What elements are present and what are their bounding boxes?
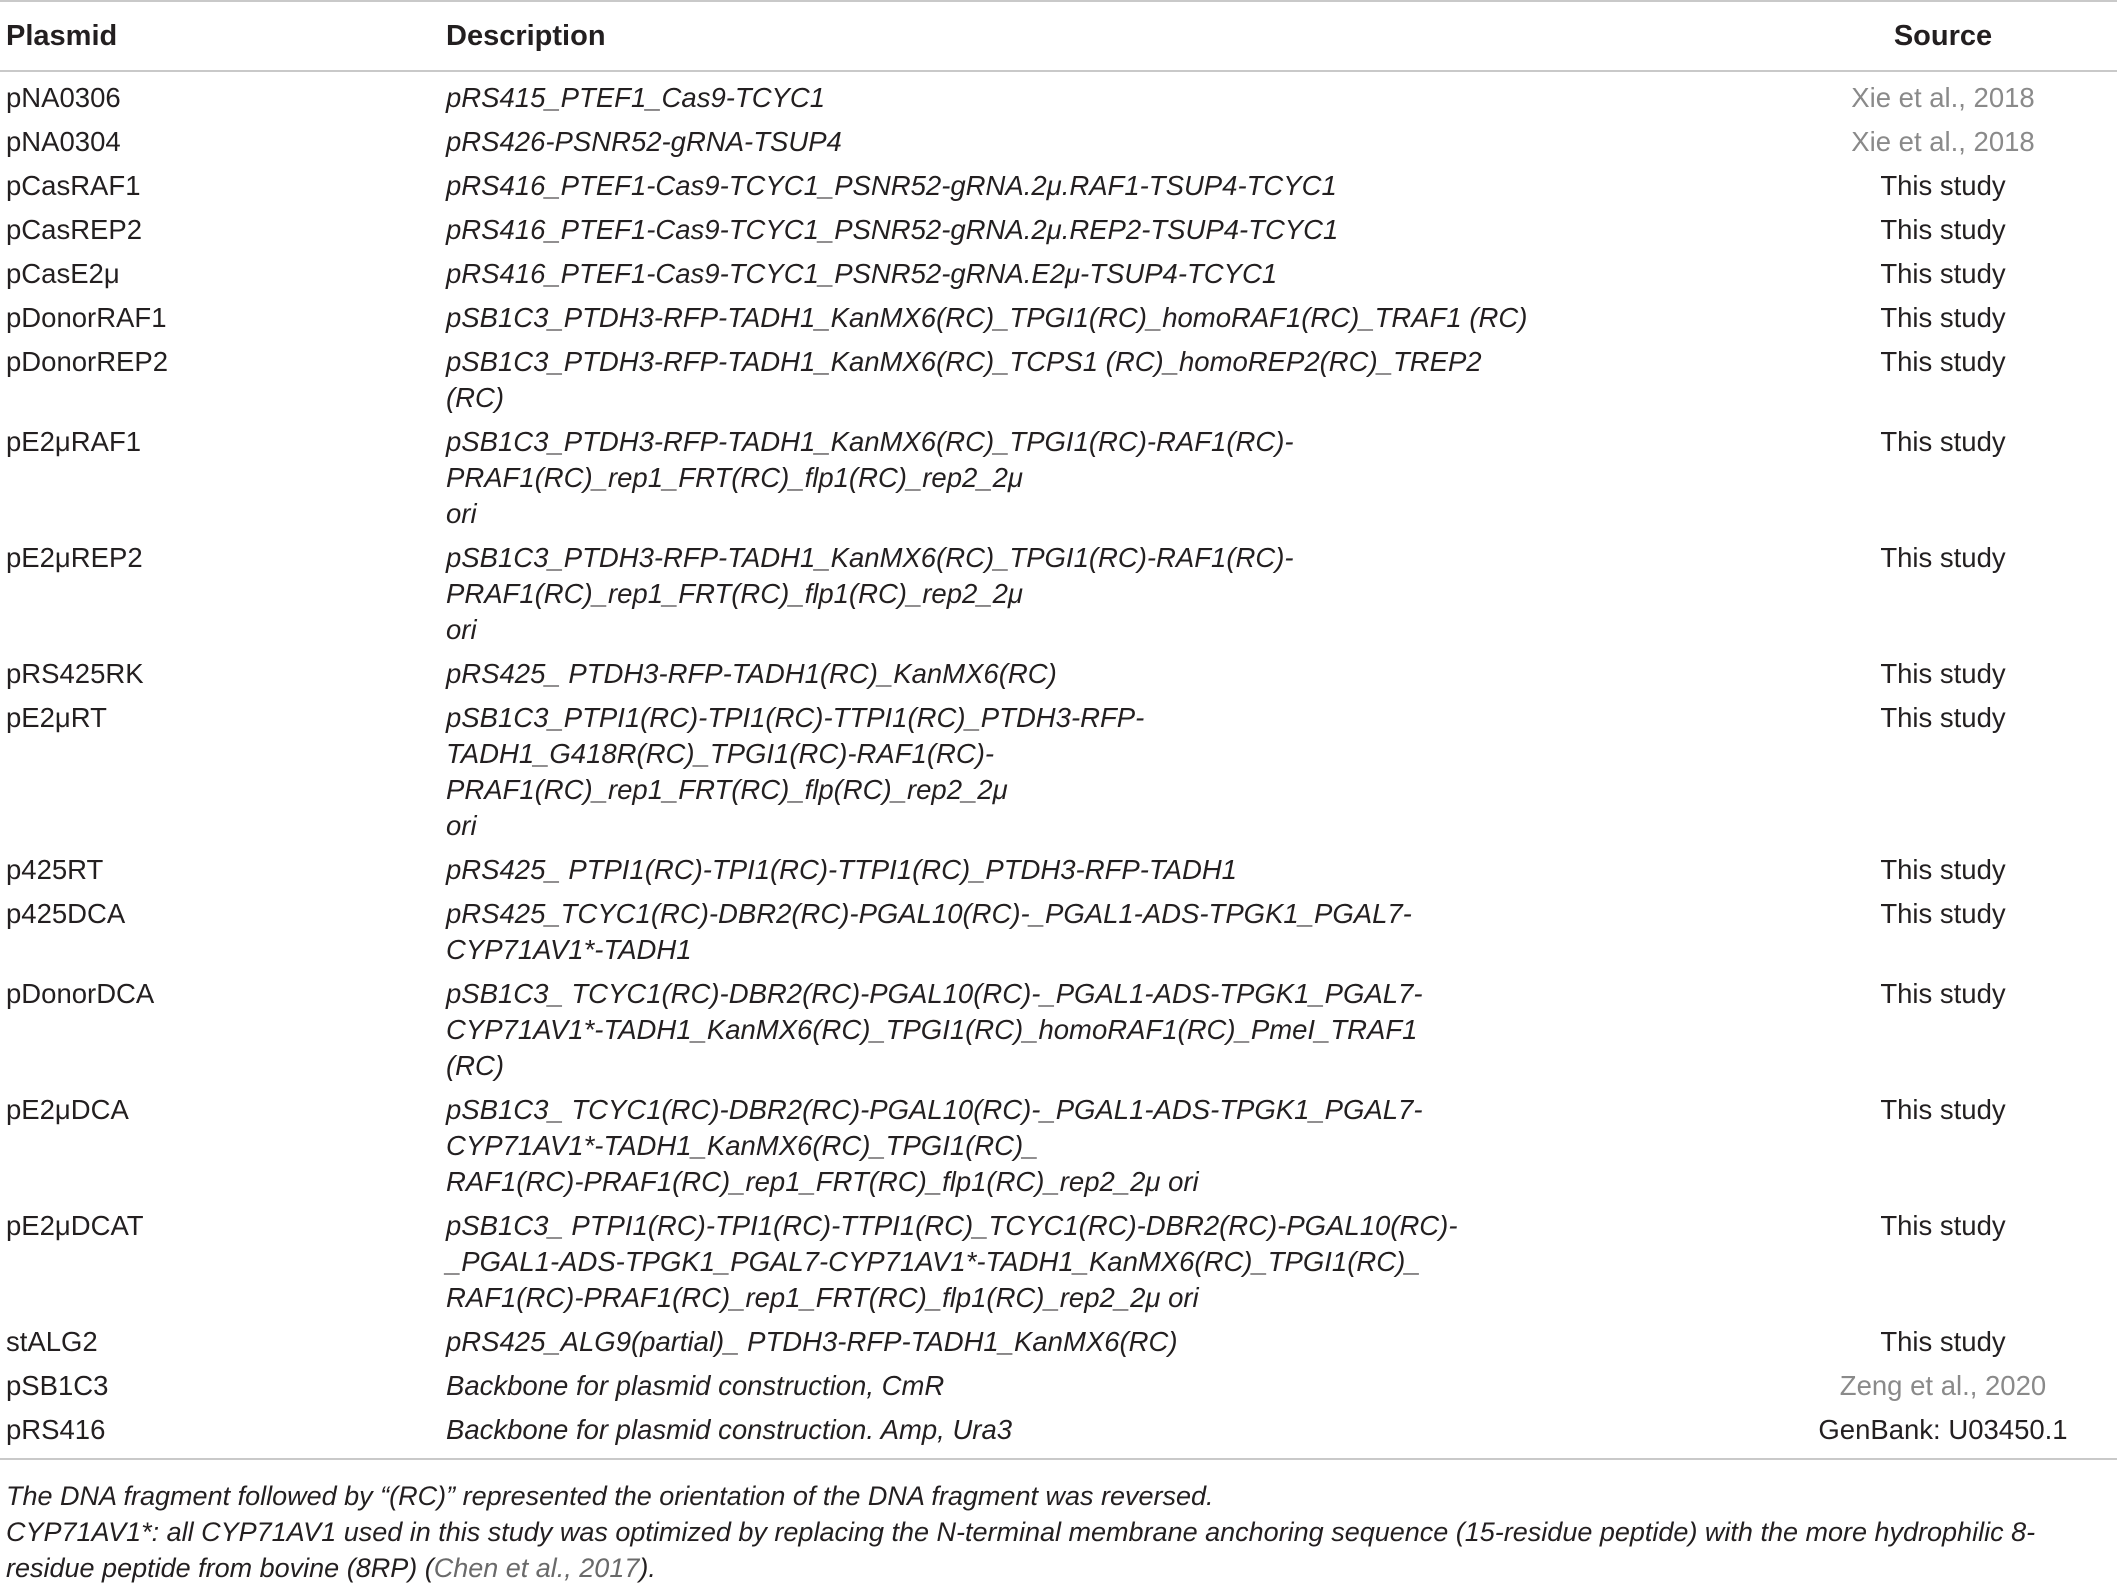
plasmid-description: pRS416_PTEF1-Cas9-TCYC1_PSNR52-gRNA.2μ.REP2-TSUP4-TCYC1 xyxy=(446,214,1339,245)
plasmid-source: This study xyxy=(1880,978,2006,1009)
plasmid-source: This study xyxy=(1880,258,2006,289)
plasmid-description: pRS425_ PTPI1(RC)-TPI1(RC)-TTPI1(RC)_PTDH3-RFP-TADH1 xyxy=(446,854,1237,885)
plasmid-description: pSB1C3_PTDH3-RFP-TADH1_KanMX6(RC)_TPGI1(RC)-RAF1(RC)- PRAF1(RC)_rep1_FRT(RC)_flp1(RC)_rep2_2μ ori xyxy=(446,542,1294,645)
table-row xyxy=(0,536,2117,652)
plasmid-source: This study xyxy=(1880,542,2006,573)
plasmid-description: pRS426-PSNR52-gRNA-TSUP4 xyxy=(446,126,842,157)
plasmid-source: This study xyxy=(1880,214,2006,245)
plasmid-source: This study xyxy=(1880,170,2006,201)
table-row xyxy=(0,120,2117,164)
plasmid-description: pRS425_ PTDH3-RFP-TADH1(RC)_KanMX6(RC) xyxy=(446,658,1057,689)
plasmid-source: This study xyxy=(1880,658,2006,689)
table-row xyxy=(0,71,2117,120)
plasmid-name: pE2μDCA xyxy=(6,1094,129,1125)
plasmid-description: Backbone for plasmid construction, CmR xyxy=(446,1370,945,1401)
table-row xyxy=(0,848,2117,892)
table-row xyxy=(0,1204,2117,1320)
plasmid-name: p425DCA xyxy=(6,898,126,929)
plasmid-source: This study xyxy=(1880,898,2006,929)
plasmid-description: pRS416_PTEF1-Cas9-TCYC1_PSNR52-gRNA.E2μ-TSUP4-TCYC1 xyxy=(446,258,1278,289)
plasmid-name: pNA0306 xyxy=(6,82,121,113)
plasmid-name: pCasE2μ xyxy=(6,258,120,289)
plasmid-source: This study xyxy=(1880,702,2006,733)
plasmid-description: pRS415_PTEF1_Cas9-TCYC1 xyxy=(446,82,826,113)
plasmid-name: p425RT xyxy=(6,854,104,885)
plasmid-name: pNA0304 xyxy=(6,126,121,157)
table-row xyxy=(0,652,2117,696)
plasmid-name: pDonorRAF1 xyxy=(6,302,167,333)
plasmid-source[interactable]: Xie et al., 2018 xyxy=(1851,82,2035,113)
plasmid-name: pDonorREP2 xyxy=(6,346,169,377)
plasmid-name: pRS416 xyxy=(0,1408,440,1459)
plasmid-description: pRS425_TCYC1(RC)-DBR2(RC)-PGAL10(RC)-_PGAL1-ADS-TPGK1_PGAL7- CYP71AV1*-TADH1 xyxy=(446,898,1412,965)
table-row xyxy=(0,892,2117,972)
table-row xyxy=(0,296,2117,340)
footnote-cyp71av1-end: ). xyxy=(639,1553,656,1583)
plasmid-source: This study xyxy=(1880,1094,2006,1125)
plasmid-description: pSB1C3_ TCYC1(RC)-DBR2(RC)-PGAL10(RC)-_PGAL1-ADS-TPGK1_PGAL7- CYP71AV1*-TADH1_KanMX6(RC)_TPGI1(RC)_ RAF1(RC)-PRAF1(RC)_rep1_FRT(RC)_flp1(RC)_rep2_2μ ori xyxy=(446,1094,1423,1197)
table-row xyxy=(0,164,2117,208)
plasmid-source[interactable]: Zeng et al., 2020 xyxy=(1839,1370,2047,1401)
plasmid-source: GenBank: U03450.1 xyxy=(1769,1408,2117,1459)
plasmid-description: pSB1C3_PTPI1(RC)-TPI1(RC)-TTPI1(RC)_PTDH3-RFP- TADH1_G418R(RC)_TPGI1(RC)-RAF1(RC)- PRAF1(RC)_rep1_FRT(RC)_flp(RC)_rep2_2μ ori xyxy=(446,702,1145,841)
plasmid-description: pRS416_PTEF1-Cas9-TCYC1_PSNR52-gRNA.2μ.RAF1-TSUP4-TCYC1 xyxy=(446,170,1337,201)
plasmid-description: pSB1C3_PTDH3-RFP-TADH1_KanMX6(RC)_TPGI1(RC)_homoRAF1(RC)_TRAF1 (RC) xyxy=(446,302,1528,333)
header-description: Description xyxy=(440,1,1769,71)
table-row xyxy=(0,420,2117,536)
plasmid-description: pSB1C3_PTDH3-RFP-TADH1_KanMX6(RC)_TCPS1 (RC)_homoREP2(RC)_TREP2 (RC) xyxy=(446,346,1482,413)
footnote-cyp71av1 xyxy=(6,1514,2111,1586)
plasmid-description: pSB1C3_PTDH3-RFP-TADH1_KanMX6(RC)_TPGI1(RC)-RAF1(RC)- PRAF1(RC)_rep1_FRT(RC)_flp1(RC)_rep2_2μ ori xyxy=(446,426,1294,529)
plasmid-name: pE2μDCAT xyxy=(6,1210,144,1241)
plasmid-name: pE2μRT xyxy=(6,702,107,733)
plasmid-source: This study xyxy=(1880,1210,2006,1241)
table-row xyxy=(0,696,2117,848)
plasmid-source: This study xyxy=(1880,426,2006,457)
header-source: Source xyxy=(1769,1,2117,71)
plasmid-name: stALG2 xyxy=(6,1326,98,1357)
plasmid-name: pE2μRAF1 xyxy=(6,426,142,457)
table-row xyxy=(0,1364,2117,1408)
plasmid-source: This study xyxy=(1880,1326,2006,1357)
footnote-cyp71av1-text: CYP71AV1*: all CYP71AV1 used in this study was optimized by replacing the N-terminal membrane anchoring sequence (15-residue peptide) with the more hydrophilic 8-residue peptide from bovine (8RP) ( xyxy=(6,1517,2036,1583)
table-row xyxy=(0,340,2117,420)
footnote-rc: The DNA fragment followed by “(RC)” represented the orientation of the DNA fragment was reversed. xyxy=(6,1481,1214,1511)
table-header-row xyxy=(0,1,2117,71)
footnote-citation-link[interactable]: Chen et al., 2017 xyxy=(433,1553,640,1583)
plasmid-description: pRS425_ALG9(partial)_ PTDH3-RFP-TADH1_KanMX6(RC) xyxy=(446,1326,1178,1357)
plasmid-source: This study xyxy=(1880,302,2006,333)
plasmid-name: pCasRAF1 xyxy=(6,170,141,201)
table-row xyxy=(0,1408,2117,1459)
plasmid-name: pSB1C3 xyxy=(6,1370,109,1401)
header-plasmid: Plasmid xyxy=(0,1,440,71)
plasmid-name: pDonorDCA xyxy=(6,978,155,1009)
table-row xyxy=(0,252,2117,296)
table-row xyxy=(0,1088,2117,1204)
table-row xyxy=(0,1320,2117,1364)
plasmid-name: pE2μREP2 xyxy=(6,542,143,573)
plasmid-description: Backbone for plasmid construction. Amp, Ura3 xyxy=(440,1408,1769,1459)
table-row xyxy=(0,972,2117,1088)
table-footnotes xyxy=(6,1478,2111,1586)
plasmid-description: pSB1C3_ PTPI1(RC)-TPI1(RC)-TTPI1(RC)_TCYC1(RC)-DBR2(RC)-PGAL10(RC)- _PGAL1-ADS-TPGK1_PGAL7-CYP71AV1*-TADH1_KanMX6(RC)_TPGI1(RC)_ RAF1(RC)-PRAF1(RC)_rep1_FRT(RC)_flp1(RC)_rep2_2μ ori xyxy=(446,1210,1458,1313)
table-row xyxy=(0,208,2117,252)
plasmid-source[interactable]: Xie et al., 2018 xyxy=(1851,126,2035,157)
plasmid-source: This study xyxy=(1880,854,2006,885)
table-body xyxy=(0,71,2117,1459)
plasmid-name: pRS425RK xyxy=(6,658,144,689)
plasmid-source: This study xyxy=(1880,346,2006,377)
plasmid-description: pSB1C3_ TCYC1(RC)-DBR2(RC)-PGAL10(RC)-_PGAL1-ADS-TPGK1_PGAL7- CYP71AV1*-TADH1_KanMX6(RC)_TPGI1(RC)_homoRAF1(RC)_PmeI_TRAF1 (RC) xyxy=(446,978,1423,1081)
plasmid-name: pCasREP2 xyxy=(6,214,143,245)
